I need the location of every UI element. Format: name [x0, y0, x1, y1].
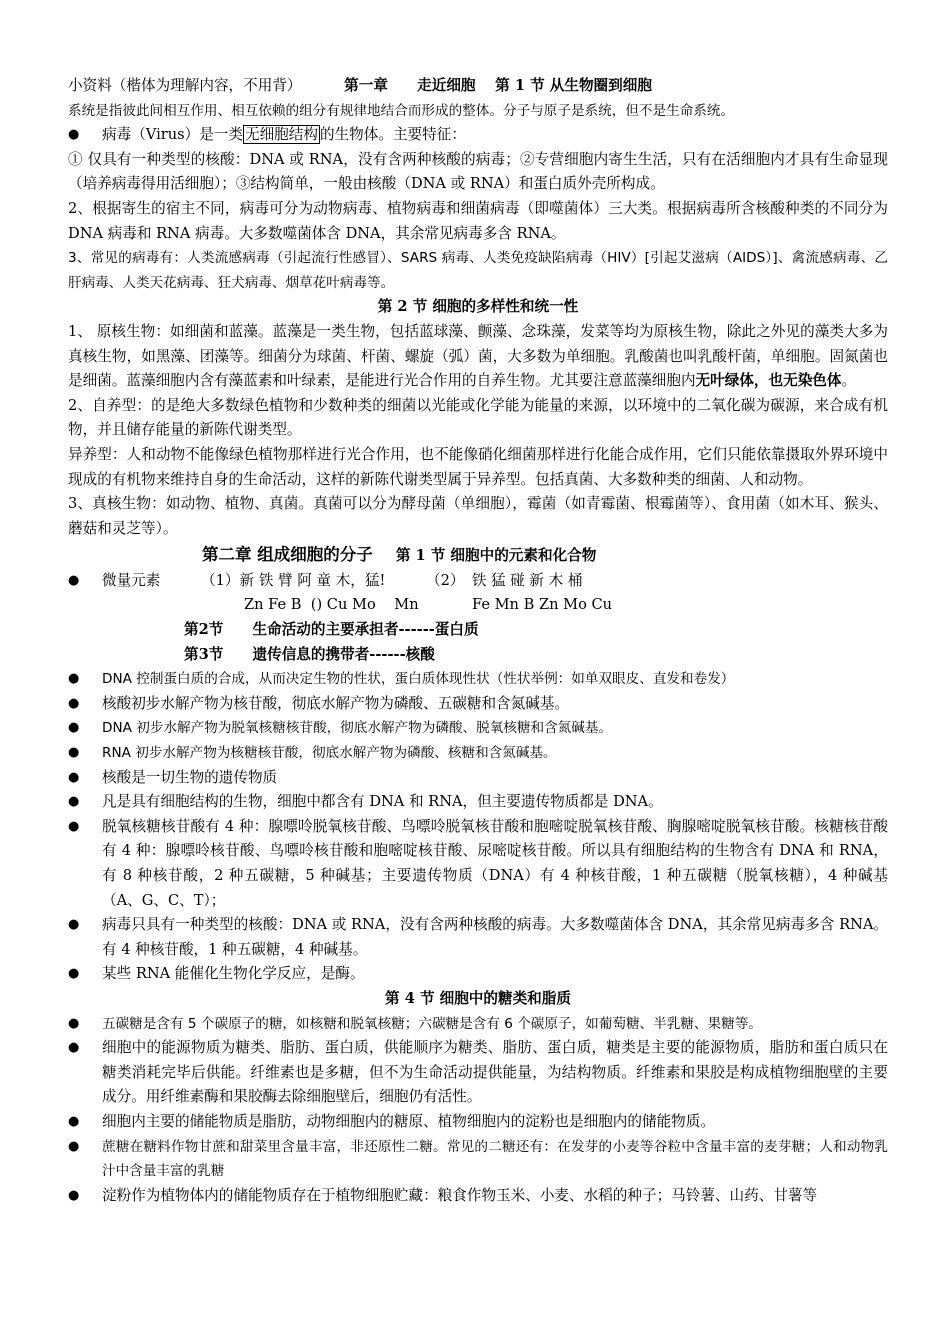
list-item: ● 淀粉作为植物体内的储能物质存在于植物细胞贮藏：粮食作物玉米、小麦、水稻的种子；马铃薯、山药、甘薯等: [68, 1184, 888, 1209]
chapter2-title-a: 第二章 组成细胞的分子: [202, 545, 373, 565]
virus-classification: 2、根据寄生的宿主不同，病毒可分为动物病毒、植物病毒和细菌病毒（即噬菌体）三大类。根据病毒所含核酸种类的不同分为 DNA 病毒和 RNA 病毒。大多数噬菌体含 DNA，其余常见病毒多含 RNA。: [68, 199, 888, 242]
list-item: ● 病毒只具有一种类型的核酸：DNA 或 RNA，没有含两种核酸的病毒。大多数噬菌体含 DNA，其余常见病毒多含 RNA。有 4 种核苷酸，1 种五碳糖，4 种碱基。: [68, 913, 888, 962]
prokaryote-paragraph: [68, 320, 888, 394]
prokaryote-bold: 无叶绿体，也无染色体: [695, 372, 842, 390]
prokaryote-text: 1、 原核生物：如细菌和蓝藻。蓝藻是一类生物，包括蓝球藻、颤藻、念珠藻，发菜等均为原核生物，除此之外见的藻类大多为真核生物，如黑藻、团藻等。细菌分为球菌、杆菌、螺旋（弧）菌，大多数为单细胞。乳酸菌也叫乳酸杆菌，单细胞。固氮菌也是细菌。蓝藻细胞内含有藻蓝素和叶绿素，是能进行光合作用的自养生物。尤其要注意蓝藻细胞内: [68, 322, 888, 390]
prokaryote-end: 。: [841, 372, 857, 390]
list-item: ● 核酸初步水解产物为核苷酸，彻底水解产物为磷酸、五碳糖和含氮碱基。: [68, 692, 888, 717]
list-item: ● 核酸是一切生物的遗传物质: [68, 766, 888, 791]
virus-bullet: [68, 123, 888, 148]
chapter1-title: 第一章 走近细胞 第 1 节 从生物圈到细胞: [344, 77, 652, 94]
virus-features: ① 仅具有一种类型的核酸：DNA 或 RNA，没有含两种核酸的病毒；②专营细胞内寄生生活，只有在活细胞内才具有生命显现（培养病毒得用活细胞）；③结构简单，一般由核酸（DNA 或 RNA）和蛋白质外壳所构成。: [68, 150, 888, 193]
header-line: [68, 74, 888, 99]
virus-text-a: 病毒（Virus）是一类: [102, 126, 243, 144]
list-item: ● 五碳糖是含有 5 个碳原子的糖，如核糖和脱氧核糖；六碳糖是含有 6 个碳原子，如葡萄糖、半乳糖、果糖等。: [68, 1012, 888, 1037]
micro-elements-bullet: [68, 569, 888, 594]
heterotroph-paragraph: 异养型：人和动物不能像绿色植物那样进行光合作用，也不能像硝化细菌那样进行化能合成作用，它们只能依靠摄取外界环境中现成的有机物来维持自身的生命活动，这样的新陈代谢类型属于异养型。包括真菌、大多数种类的细菌、人和动物。: [68, 445, 888, 488]
section-protein-title: 第2节 生命活动的主要承担者------蛋白质: [184, 621, 479, 639]
section2-title: 第 2 节 细胞的多样性和统一性: [377, 298, 579, 316]
section-nucleic-title: 第3节 遗传信息的携带者------核酸: [184, 645, 435, 663]
list-item: ● 某些 RNA 能催化生物化学反应，是酶。: [68, 962, 888, 987]
eukaryote-paragraph: 3、真核生物：如动物、植物、真菌。真菌可以分为酵母菌（单细胞），霉菌（如青霉菌、根霉菌等）、食用菌（如木耳、猴头、蘑菇和灵芝等）。: [68, 495, 888, 537]
list-item: ● 细胞中的能源物质为糖类、脂肪、蛋白质，供能顺序为糖类、脂肪、蛋白质，糖类是主要的能源物质，脂肪和蛋白质只在糖类消耗完毕后供能。纤维素也是多糖，但不为生命活动提供能量，为结构物质。纤维素和果胶是构成植物细胞壁的主要成分。用纤维素酶和果胶酶去除细胞壁后，细胞仍有活性。: [68, 1036, 888, 1110]
list-item: ● DNA 初步水解产物为脱氧核糖核苷酸，彻底水解产物为磷酸、脱氧核糖和含氮碱基。: [68, 716, 888, 741]
micro-symbols: [68, 593, 888, 618]
document-page: [68, 74, 888, 1208]
symbols-2: Fe Mn B Zn Mo Cu: [472, 596, 613, 614]
list-item: ● RNA 初步水解产物为核糖核苷酸，彻底水解产物为磷酸、核糖和含氮碱基。: [68, 741, 888, 766]
list-item: ● 脱氧核糖核苷酸有 4 种：腺嘌呤脱氧核苷酸、鸟嘌呤脱氧核苷酸和胞嘧啶脱氧核苷酸、胸腺嘧啶脱氧核苷酸。核糖核苷酸有 4 种：腺嘌呤核苷酸、鸟嘌呤核苷酸和胞嘧啶核苷酸、尿嘧啶核苷酸。所以具有细胞结构的生物含有 DNA 和 RNA，有 8 种核苷酸，2 种五碳糖，5 种碱基；主要遗传物质（DNA）有 4 种核苷酸，1 种五碳糖（脱氧核糖），4 种碱基（A、G、C、T）；: [68, 815, 888, 913]
chapter2-title-b: 第 1 节 细胞中的元素和化合物: [395, 547, 597, 565]
virus-highlight: 无细胞结构: [244, 126, 318, 144]
list-item: ● DNA 控制蛋白质的合成，从而决定生物的性状，蛋白质体现性状（性状举例：如单双眼皮、直发和卷发）: [68, 667, 888, 692]
mnemonic-1: （1）新 铁 臂 阿 童 木，猛!: [201, 571, 386, 589]
chapter2-title: [68, 543, 888, 569]
section-sugar-title: 第 4 节 细胞中的糖类和脂质: [385, 989, 571, 1007]
note-text: 小资料（楷体为理解内容，不用背）: [68, 77, 302, 94]
mnemonic-2: （2） 铁 猛 碰 新 木 桶: [425, 571, 583, 589]
autotroph-paragraph: 2、自养型：的是绝大多数绿色植物和少数种类的细菌以光能或化学能为能量的来源，以环境中的二氧化碳为碳源，来合成有机物，并且储存能量的新陈代谢类型。: [68, 396, 888, 439]
list-item: ● 凡是具有细胞结构的生物，细胞中都含有 DNA 和 RNA，但主要遗传物质都是 DNA。: [68, 790, 888, 815]
system-definition: 系统是指彼此间相互作用、相互依赖的组分有规律地结合而形成的整体。分子与原子是系统，但不是生命系统。: [68, 102, 735, 119]
symbols-1: Zn Fe B () Cu Mo Mn: [244, 596, 419, 614]
common-viruses: 3、常见的病毒有：人类流感病毒（引起流行性感冒）、SARS 病毒、人类免疫缺陷病毒（HIV）[引起艾滋病（AIDS）]、禽流感病毒、乙肝病毒、人类天花病毒、狂犬病毒、烟草花叶病毒等。: [68, 250, 888, 291]
list-item: ● 蔗糖在糖料作物甘蔗和甜菜里含量丰富，非还原性二糖。常见的二糖还有：在发芽的小麦等谷粒中含量丰富的麦芽糖；人和动物乳汁中含量丰富的乳糖: [68, 1135, 888, 1184]
virus-text-c: 的生物体。主要特征：: [319, 126, 466, 144]
list-item: ● 细胞内主要的储能物质是脂肪，动物细胞内的糖原、植物细胞内的淀粉也是细胞内的储能物质。: [68, 1110, 888, 1135]
micro-label: 微量元素: [102, 571, 161, 589]
